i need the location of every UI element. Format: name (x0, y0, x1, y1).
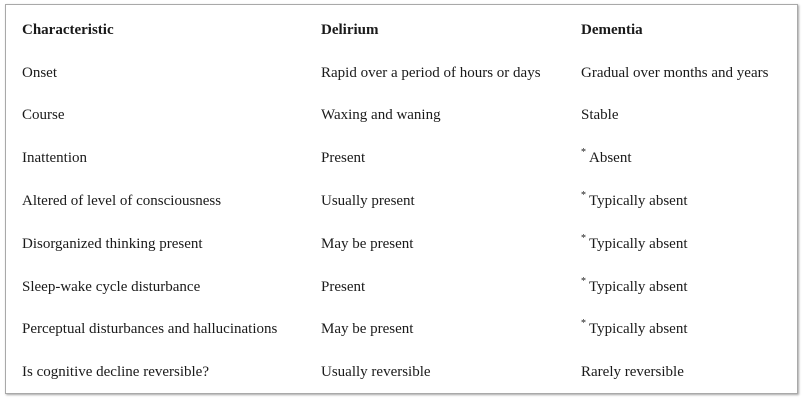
cell-characteristic: Course (22, 107, 65, 124)
cell-dementia (575, 309, 796, 352)
table-row (16, 266, 796, 309)
cell-dementia-text: Stable (581, 107, 619, 124)
cell-dementia (575, 223, 796, 266)
cell-characteristic: Onset (22, 64, 57, 81)
cell-dementia (575, 351, 796, 394)
cell-dementia-text: Absent (589, 150, 632, 167)
table-frame (5, 4, 798, 394)
cell-delirium: Usually reversible (321, 364, 431, 381)
footnote-mark: * (581, 190, 586, 202)
cell-delirium: Present (321, 278, 366, 295)
cell-dementia-text: Gradual over months and years (581, 64, 769, 81)
delirium-dementia-table (16, 9, 796, 394)
table-row (16, 180, 796, 223)
cell-dementia-text: Rarely reversible (581, 364, 684, 381)
cell-characteristic: Sleep-wake cycle disturbance (22, 278, 201, 295)
cell-dementia-text: Typically absent (589, 321, 688, 338)
header-dementia: Dementia (581, 21, 643, 38)
cell-dementia-text: Typically absent (589, 193, 688, 210)
cell-dementia-text: Typically absent (589, 278, 688, 295)
cell-delirium: Usually present (321, 193, 415, 210)
footnote-mark: * (581, 232, 586, 244)
cell-dementia (575, 52, 796, 95)
cell-dementia-text: Typically absent (589, 235, 688, 252)
header-characteristic: Characteristic (22, 21, 114, 38)
cell-characteristic: Disorganized thinking present (22, 235, 203, 252)
cell-delirium: May be present (321, 235, 414, 252)
table-row (16, 351, 796, 394)
footnote-mark: * (581, 275, 586, 287)
cell-dementia (575, 137, 796, 180)
cell-characteristic: Is cognitive decline reversible? (22, 364, 210, 381)
cell-characteristic: Inattention (22, 150, 87, 167)
cell-delirium: Present (321, 150, 366, 167)
table-row (16, 309, 796, 352)
table-header-row (16, 9, 796, 52)
footnote-mark: * (581, 318, 586, 330)
footnote-mark: * (581, 147, 586, 159)
cell-dementia (575, 180, 796, 223)
cell-delirium: Rapid over a period of hours or days (321, 64, 541, 81)
header-delirium: Delirium (321, 21, 379, 38)
table-body (16, 52, 796, 394)
cell-delirium: Waxing and waning (321, 107, 441, 124)
cell-dementia (575, 95, 796, 138)
table-row (16, 223, 796, 266)
table-row (16, 52, 796, 95)
table-row (16, 137, 796, 180)
table-row (16, 95, 796, 138)
cell-characteristic: Perceptual disturbances and hallucinations (22, 321, 278, 338)
cell-delirium: May be present (321, 321, 414, 338)
cell-dementia (575, 266, 796, 309)
cell-characteristic: Altered of level of consciousness (22, 193, 222, 210)
